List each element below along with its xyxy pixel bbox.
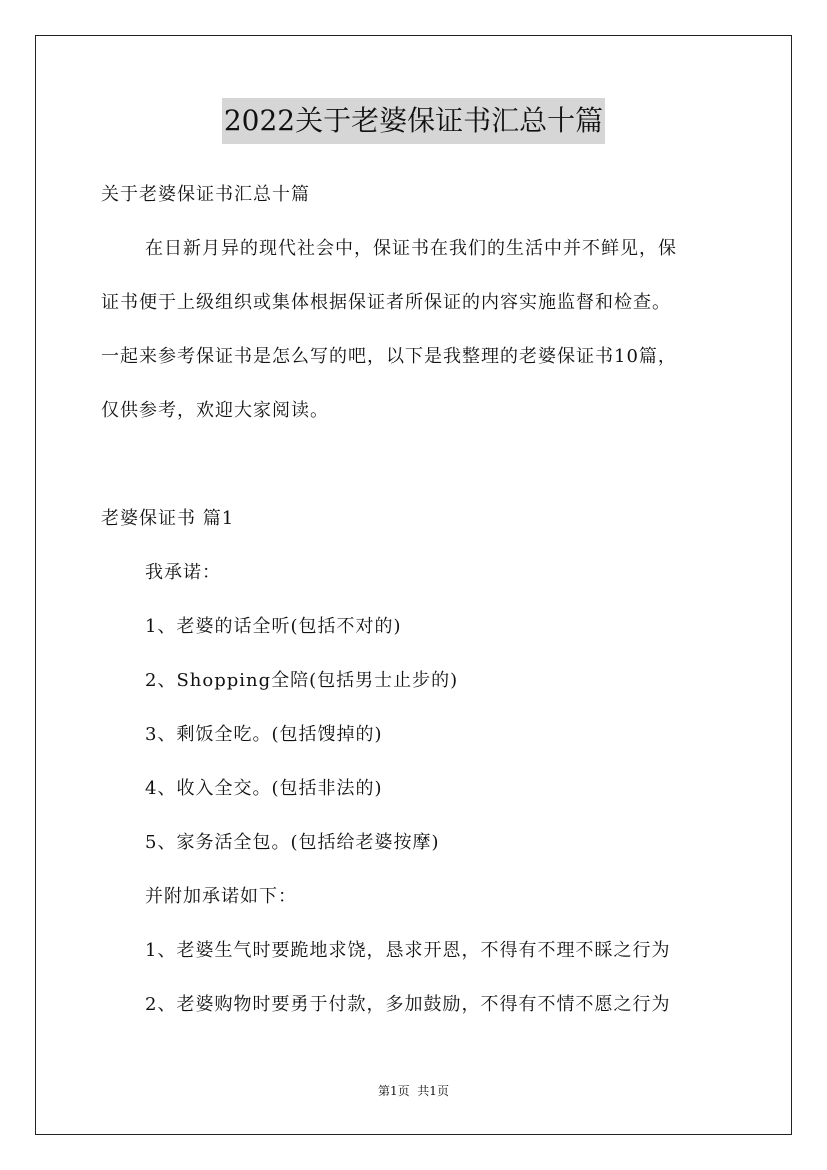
intro-line-2: 证书便于上级组织或集体根据保证者所保证的内容实施监督和检查。 (101, 292, 671, 313)
document-title: 2022关于老婆保证书汇总十篇 (222, 98, 605, 144)
additional-item: 1、老婆生气时要跪地求饶，恳求开恩，不得有不理不睬之行为 (145, 940, 671, 961)
additional-intro: 并附加承诺如下： (145, 886, 297, 907)
promise-item: 3、剩饭全吃。(包括馊掉的) (145, 724, 383, 745)
promise-item: 5、家务活全包。(包括给老婆按摩) (145, 832, 440, 853)
intro-line-4: 仅供参考，欢迎大家阅读。 (101, 400, 329, 421)
document-subtitle: 关于老婆保证书汇总十篇 (101, 184, 310, 205)
intro-line-1: 在日新月异的现代社会中，保证书在我们的生活中并不鲜见，保 (145, 238, 677, 259)
page-footer: 第1页 共1页 (378, 1084, 449, 1098)
promise-intro: 我承诺： (145, 562, 221, 583)
intro-line-3: 一起来参考保证书是怎么写的吧，以下是我整理的老婆保证书10篇， (101, 346, 677, 367)
promise-item: 2、Shopping全陪(包括男士止步的) (145, 670, 459, 691)
title-container (0, 98, 827, 144)
promise-item: 1、老婆的话全听(包括不对的) (145, 616, 402, 637)
additional-item: 2、老婆购物时要勇于付款，多加鼓励，不得有不情不愿之行为 (145, 994, 671, 1015)
section-heading: 老婆保证书 篇1 (101, 508, 235, 529)
promise-item: 4、收入全交。(包括非法的) (145, 778, 383, 799)
